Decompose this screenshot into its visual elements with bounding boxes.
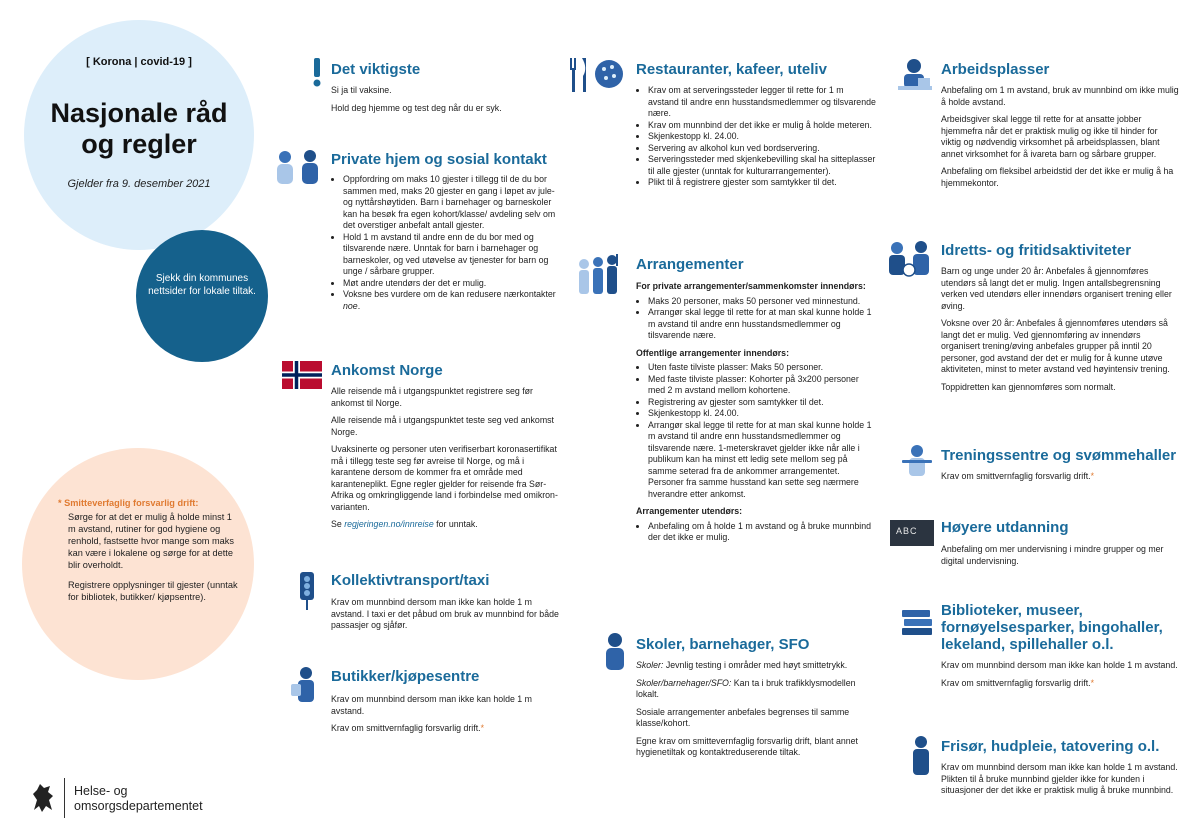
section-text [941, 471, 1179, 483]
list-item: • Plikt til å registrere gjester som samtykker til det. [648, 177, 876, 189]
section-text [331, 723, 563, 735]
lion-crest-icon [28, 780, 58, 816]
list-item: • Registrering av gjester som samtykker til det. [648, 397, 876, 409]
rules-list [636, 85, 876, 189]
text: Krav om smittvernfaglig forsvarlig drift. [331, 723, 481, 733]
list-item: • Hold 1 m avstand til andre enn de du bor med og tilsvarende nære. Unntak for barn i barnehager og barneskoler, og ved utøvelse av tjenester for barn og unge / sårbare grupper. [343, 232, 563, 278]
list-item: • Skjenkestopp kl. 24.00. [648, 131, 876, 143]
section-public-transport [331, 572, 563, 638]
section-text: Alle reisende må i utgangspunktet teste seg ved ankomst Norge. [331, 415, 554, 437]
section-text: Krav om munnbind dersom man ikke kan holde 1 m avstand. Plikten til å bruke munnbind gjelder ikke for kunden i situasjoner der det ikke er praktisk mulig å bruke munnbind. [941, 762, 1178, 795]
safe-operation-box [58, 497, 240, 611]
local-measures-note: Sjekk din kommunes nettsider for lokale tiltak. [148, 273, 256, 297]
section-text: Krav om munnbind dersom man ikke kan holde 1 m avstand. [941, 660, 1178, 670]
section-text: Toppidretten kan gjennomføres som normalt. [941, 381, 1116, 392]
section-text: Uvaksinerte og personer uten verifiserbart koronasertifikat må i tillegg teste seg før avreise til Norge, og må i karantene dersom de kommer fra et område med karanteneplikt. Egne regler gjelder for reisende fra Sør-Afrika og omkringliggende land i forbindelse med omikron-varianten. [331, 444, 558, 512]
list-item: • Med faste tilviste plasser: Kohorter på 3x200 personer med 2 m avstand mellom kohortene. [648, 374, 876, 397]
title-line: Biblioteker, museer, [941, 602, 1083, 619]
section-title: Skoler, barnehager, SFO [636, 636, 810, 653]
section-title: Treningssentre og svømmehaller [941, 447, 1177, 464]
section-text [636, 660, 876, 672]
section-title: Idretts- og fritidsaktiviteter [941, 242, 1132, 259]
section-text: Krav om munnbind dersom man ikke kan holde 1 m avstand. [331, 694, 532, 716]
restaurant-icon [566, 56, 626, 94]
section-text: Alle reisende må i utgangspunktet registrere seg før ankomst til Norge. [331, 386, 533, 408]
section-text: Krav om munnbind dersom man ikke kan holde 1 m avstand. I taxi er det påbud om bruk av munnbind for både passasjer og sjåfør. [331, 597, 559, 630]
rules-list [331, 174, 563, 312]
ministry-line-1: Helse- og [74, 784, 128, 798]
subheading: Offentlige arrangementer innendørs: [636, 347, 789, 358]
page-title [24, 98, 254, 160]
subheading: Arrangementer utendørs: [636, 506, 743, 516]
section-hairdressers [941, 738, 1179, 803]
swimmer-icon [902, 444, 932, 484]
section-title: Arrangementer [636, 256, 744, 273]
section-arrival-norway [331, 362, 563, 537]
punctuation: . [357, 300, 361, 311]
rules-list [636, 362, 876, 500]
office-worker-icon [898, 58, 934, 96]
section-title: Frisør, hudpleie, tatovering o.l. [941, 738, 1160, 755]
list-item: • Serveringssteder med skjenkebevilling skal ha sitteplasser til alle gjester (unntak for kulturarrangementer). [648, 154, 876, 177]
title-line: fornøyelsesparker, bingohaller, [941, 619, 1163, 636]
list-item: • Krav om at serveringssteder legger til rette for 1 m avstand til andre enn husstandsmedlemmer og tilsvarende nære. [648, 85, 876, 120]
list-item: • Krav om munnbind der det ikke er mulig å holde meteren. [648, 120, 876, 132]
section-title: Høyere utdanning [941, 519, 1069, 536]
list-item: • Møt andre utendørs der det er mulig. [343, 278, 563, 290]
title-line-2: og regler [81, 129, 197, 159]
label: Skoler/barnehager/SFO: [636, 677, 732, 688]
ministry-logo-text [74, 784, 203, 814]
section-text: Anbefaling om 1 m avstand, bruk av munnbind om ikke mulig å holde avstand. [941, 85, 1179, 107]
section-title: Private hjem og sosial kontakt [331, 151, 547, 168]
section-text: Hold deg hjemme og test deg når du er syk. [331, 102, 502, 113]
text: Krav om smittvernfaglig forsvarlig drift. [941, 677, 1091, 688]
list-text: Voksne bes vurdere om de kan redusere nærkontakter [343, 289, 556, 299]
asterisk: * [480, 723, 485, 733]
safe-operation-text-1: Sørge for at det er mulig å holde minst 1 m avstand, rutiner for god hygiene og renhold, fastsette hvor mange som maks kan være i lokalene og sørge for at dette blir overholdt. [68, 512, 234, 570]
title-line-1: Nasjonale råd [50, 98, 228, 128]
section-title: Kollektivtransport/taxi [331, 572, 490, 589]
title-line: lekeland, spillehaller o.l. [941, 636, 1114, 653]
exclamation-icon [310, 58, 324, 88]
section-higher-education [941, 519, 1179, 573]
list-item [343, 289, 563, 312]
section-text: Anbefaling om mer undervisning i mindre grupper og mer digital undervisning. [941, 544, 1164, 566]
entry-rules-link[interactable]: regjeringen.no/innreise [344, 519, 434, 529]
section-title: Restauranter, kafeer, uteliv [636, 61, 827, 78]
section-text: Voksne over 20 år: Anbefales å gjennomføres utendørs så langt det er mulig. Ved gjennomføring av innendørs organisert trening/øving anbefales grupper på inntil 20 personer, god avstand der det er mulig for å kunne utøve aktiviteten, minst to meter avstand ved høyintensiv trening. [941, 318, 1170, 374]
list-item: • Servering av alkohol kun ved bordservering. [648, 143, 876, 155]
subheading: For private arrangementer/sammenkomster innendørs: [636, 281, 866, 291]
section-text: Sosiale arrangementer anbefales begrenses til samme klasse/kohort. [636, 706, 850, 728]
norway-flag-icon [282, 361, 322, 389]
asterisk: * [1090, 471, 1095, 481]
section-title: Arbeidsplasser [941, 61, 1050, 78]
label: Skoler: [636, 660, 664, 670]
rules-list [636, 296, 876, 342]
valid-from-date: Gjelder fra 9. desember 2021 [67, 178, 211, 190]
hairdresser-icon [910, 735, 932, 777]
student-icon [604, 632, 626, 672]
hero-tag: [ Korona | covid-19 ] [86, 56, 192, 68]
text: Se [331, 519, 345, 529]
audience-icon [576, 252, 628, 296]
section-text: Arbeidsgiver skal legge til rette for at ansatte jobber hjemmefra når det er praktisk mulig og ikke til hinder for viktig og nødvendig virksomhet på arbeidsplassen, blant annet virksomhet for å ivareta barn og sårbare grupper. [941, 114, 1160, 159]
list-item: • Skjenkestopp kl. 24.00. [648, 408, 876, 420]
books-icon [900, 602, 934, 642]
section-title: Ankomst Norge [331, 362, 443, 379]
list-item: • Arrangør skal legge til rette for at man skal kunne holde 1 m avstand til andre enn husstandsmedlemmer og tilsvarende nære. [648, 307, 876, 342]
text: Kan ta i bruk trafikklysmodellen lokalt. [636, 677, 856, 699]
people-icon [272, 148, 324, 186]
section-title [941, 602, 1179, 653]
section-restaurants [636, 61, 876, 189]
list-item: • Anbefaling om å holde 1 m avstand og å bruke munnbind der det ikke er mulig. [648, 521, 876, 544]
section-text: Si ja til vaksine. [331, 85, 392, 95]
section-workplaces [941, 61, 1179, 195]
section-text [941, 678, 1179, 690]
section-text [331, 519, 563, 531]
blackboard-text: ABC [896, 526, 918, 536]
section-title: Det viktigste [331, 61, 421, 78]
text: for unntak. [433, 519, 478, 529]
section-text [636, 678, 876, 701]
safe-operation-heading: * Smitteverfaglig forsvarlig drift: [58, 498, 199, 508]
ministry-line-2: omsorgsdepartementet [74, 799, 203, 813]
section-important [331, 61, 561, 120]
asterisk: * [1090, 677, 1095, 688]
section-shops [331, 668, 563, 741]
sports-icon [886, 240, 936, 278]
list-item: • Arrangør skal legge til rette for at man skal kunne holde 1 m avstand til andre enn husstandsmedlemmer og tilsvarende nære. 1-meterskravet gjelder ikke når alle i publikum kan ha minst ett ledig sete mellom seg på samme seterad fra de ankommer arrangementet. Personer fra samme husstand kan sette seg nærmere hverandre etter ankomst. [648, 420, 876, 501]
section-text: Anbefaling om fleksibel arbeidstid der det ikke er mulig å ha hjemmekontor. [941, 166, 1174, 188]
section-gyms [941, 447, 1179, 489]
section-title: Butikker/kjøpesentre [331, 668, 480, 685]
text: Jevnlig testing i områder med høyt smittetrykk. [663, 660, 848, 670]
safe-operation-text-2: Registrere opplysninger til gjester (unntak for bibliotek, butikker/ kjøpsentre). [68, 580, 238, 602]
text: Krav om smittvernfaglig forsvarlig drift. [941, 471, 1091, 481]
emphasis: noe [343, 300, 358, 311]
list-item: • Uten faste tilviste plasser: Maks 50 personer. [648, 362, 876, 374]
traffic-light-icon [300, 572, 314, 610]
section-text: Barn og unge under 20 år: Anbefales å gjennomføres utendørs så langt det er mulig. Ingen antallsbegrensning verken ved utendørs eller innendørs organisert trening eller øving. [941, 266, 1172, 311]
section-events [636, 256, 876, 544]
section-private-homes [331, 151, 563, 312]
list-item: • Maks 20 personer, maks 50 personer ved minnestund. [648, 296, 876, 308]
section-sports [941, 242, 1179, 399]
shopper-icon [289, 666, 323, 704]
rules-list [636, 521, 876, 544]
section-libraries [941, 602, 1179, 695]
section-schools [636, 636, 876, 765]
list-item: • Oppfordring om maks 10 gjester i tillegg til de du bor sammen med, maks 20 gjester en gang i løpet av julе- og nyttårshøytiden. Barn i barnehager og barneskoler kan ha besøk fra egen kohort/klasse/ avdeling selv om det overstiger anbefalt antall gjester. [343, 174, 563, 232]
logo-divider [64, 778, 65, 818]
section-text: Egne krav om smittevernfaglig forsvarlig drift, blant annet hygienetiltak og kontaktreduserende tiltak. [636, 735, 858, 757]
